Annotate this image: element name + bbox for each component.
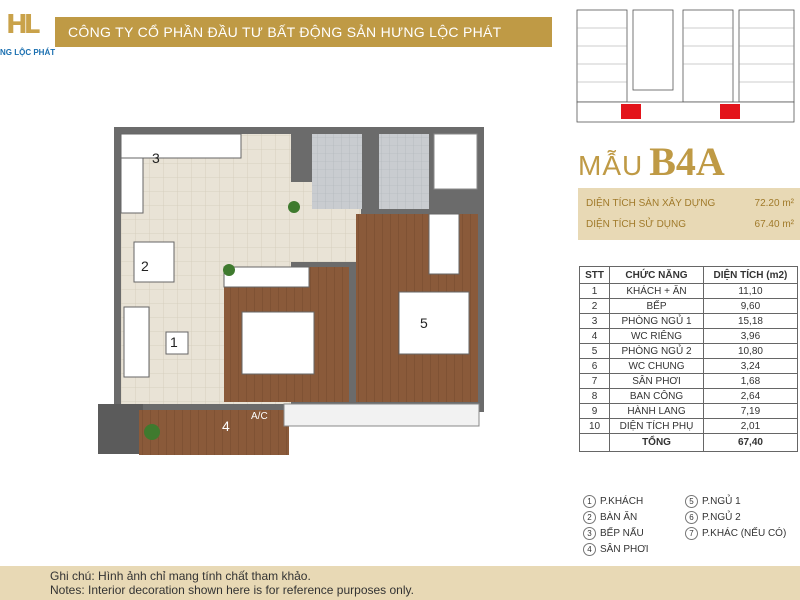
- model-label: MẪU: [578, 150, 644, 181]
- room-label-4: 4: [222, 418, 230, 434]
- model-title: [578, 138, 725, 185]
- table-row: 5 PHÒNG NGỦ 2 10,80: [580, 344, 798, 359]
- footer-note-vi: Ghi chú: Hình ảnh chỉ mang tính chất tham khảo.: [50, 569, 311, 583]
- logo-mark: HL: [6, 10, 37, 40]
- ac-label: A/C: [251, 411, 268, 422]
- room-label-2: 2: [141, 258, 149, 274]
- company-banner: CÔNG TY CỔ PHẦN ĐẦU TƯ BẤT ĐỘNG SẢN HƯNG LỘC PHÁT: [55, 17, 552, 47]
- legend-item: 2 BÀN ĂN: [583, 510, 649, 526]
- legend-item: 1 P.KHÁCH: [583, 494, 649, 510]
- company-logo: [0, 10, 56, 57]
- legend-item: 6 P.NGỦ 2: [685, 510, 786, 526]
- footer-note: [0, 566, 800, 600]
- room-label-1: 1: [170, 334, 178, 350]
- area-row-usable: DIỆN TÍCH SỬ DỤNG 67.40 m²: [586, 219, 794, 230]
- legend-left: [583, 494, 649, 558]
- model-code: B4A: [649, 139, 725, 184]
- total-label: TỔNG: [610, 434, 704, 452]
- header-function: CHỨC NĂNG: [610, 267, 704, 284]
- table-row: 7 SÂN PHƠI 1,68: [580, 374, 798, 389]
- table-header: [580, 267, 798, 284]
- table-row: 10 DIỆN TÍCH PHỤ 2,01: [580, 419, 798, 434]
- room-label-3: 3: [152, 150, 160, 166]
- area-row-construction: DIỆN TÍCH SÀN XÂY DỰNG 72.20 m²: [586, 198, 794, 209]
- table-total-row: [580, 434, 798, 452]
- floor-plan: [94, 122, 494, 462]
- footer-note-en: Notes: Interior decoration shown here is for reference purposes only.: [50, 583, 414, 597]
- building-key-plan: [575, 8, 800, 126]
- table-row: 9 HÀNH LANG 7,19: [580, 404, 798, 419]
- table-row: 2 BẾP 9,60: [580, 299, 798, 314]
- area-table: [579, 266, 798, 452]
- legend-right: [685, 494, 786, 542]
- table-row: 6 WC CHUNG 3,24: [580, 359, 798, 374]
- table-row: 3 PHÒNG NGỦ 1 15,18: [580, 314, 798, 329]
- header-area: DIỆN TÍCH (m2): [703, 267, 797, 284]
- room-label-6: 6: [284, 334, 292, 350]
- legend-item: 5 P.NGỦ 1: [685, 494, 786, 510]
- floor-plan-drawing: [94, 122, 494, 462]
- table-row: 1 KHÁCH + ĂN 11,10: [580, 284, 798, 299]
- total-value: 67,40: [703, 434, 797, 452]
- room-label-5: 5: [420, 315, 428, 331]
- legend-item: 7 P.KHÁC (NẾU CÓ): [685, 526, 786, 542]
- highlighted-unit-left: [621, 104, 641, 119]
- table-row: 4 WC RIÊNG 3,96: [580, 329, 798, 344]
- header-stt: STT: [580, 267, 610, 284]
- table-row: 8 BAN CÔNG 2,64: [580, 389, 798, 404]
- legend-item: 4 SÂN PHƠI: [583, 542, 649, 558]
- area-summary: [578, 188, 800, 240]
- highlighted-unit-right: [720, 104, 740, 119]
- logo-text: NG LỘC PHÁT: [0, 48, 56, 57]
- legend-item: 3 BẾP NẤU: [583, 526, 649, 542]
